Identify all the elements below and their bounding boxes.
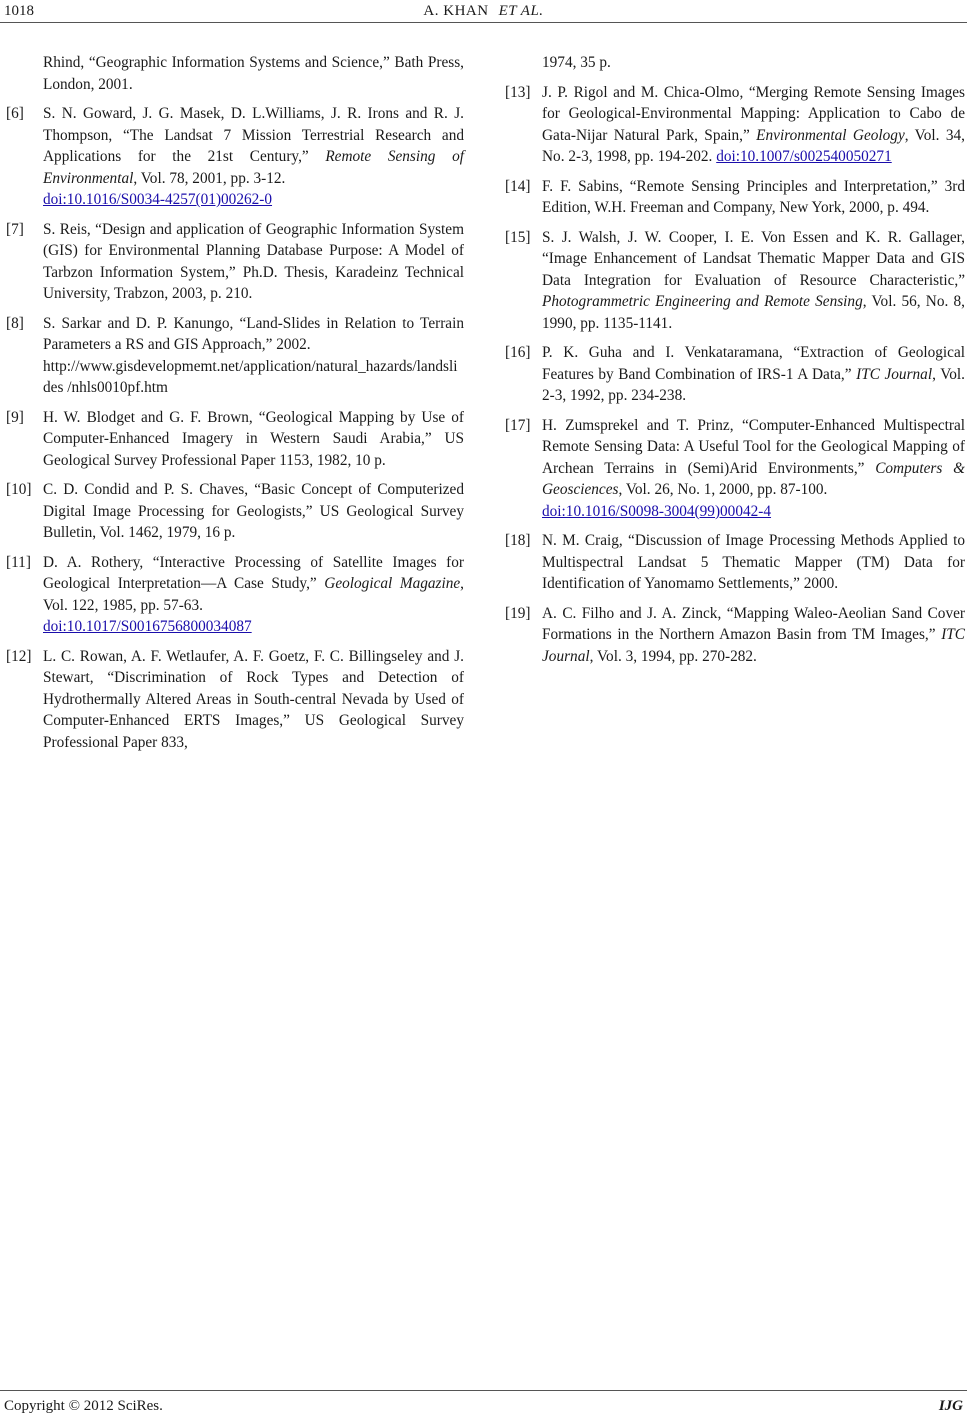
reference-16: [505, 342, 965, 407]
reference-text: H. W. Blodget and G. F. Brown, “Geological Mapping by Use of Computer-Enhanced Imagery in Western Saudi Arabia,” US Geological Survey Professional Paper 1153, 1982, 10 p.: [43, 408, 464, 469]
reference-text: S. Reis, “Design and application of Geographic Information System (GIS) for Environmental Planning Database Purpose: A Model of Tarbzon Information System,” Ph.D. Thesis, Karadeinz Technical University, Trabzon, 2003, p. 210.: [43, 220, 464, 302]
reference-text: S. J. Walsh, J. W. Cooper, I. E. Von Essen and K. R. Gallager, “Image Enhancement of Landsat Thematic Mapper Data and GIS Data Integration for Evaluation of Resource Characteristic,”: [542, 228, 965, 289]
reference-venue: Geological Magazine: [324, 575, 461, 592]
reference-venue: Photogrammetric Engineering and Remote Sensing: [542, 293, 863, 310]
reference-venue: Environmental Geology: [756, 126, 905, 144]
doi-link[interactable]: doi:10.1017/S0016756800034087: [43, 618, 252, 635]
reference-text: , Vol. 26, No. 1, 2000, pp. 87-100.: [618, 481, 828, 498]
reference-13: [505, 82, 965, 168]
reference-url: http://www.gisdevelopmemt.net/application/natural_hazards/landslides /nhls0010pf.htm: [43, 357, 458, 396]
reference-8: [6, 313, 464, 399]
reference-5-continued: [6, 52, 464, 95]
reference-text: Rhind, “Geographic Information Systems and Science,” Bath Press, London, 2001.: [43, 54, 464, 93]
reference-text: H. Zumsprekel and T. Prinz, “Computer-Enhanced Multispectral Remote Sensing Data: A Useful Tool for the Geological Mapping of Archean Terrains in (Semi)Arid Environments,”: [542, 416, 965, 477]
reference-19: [505, 603, 965, 668]
reference-number: [19]: [505, 604, 531, 622]
doi-link[interactable]: doi:10.1016/S0034-4257(01)00262-0: [43, 191, 273, 208]
reference-text: C. D. Condid and P. S. Chaves, “Basic Concept of Computerized Digital Image Processing for Geologists,” US Geological Survey Bulletin, Vol. 1462, 1979, 16 p.: [43, 481, 464, 541]
running-head: [0, 1, 967, 21]
reference-text: , Vol. 56, No. 8, 1990, pp. 1135-1141.: [542, 293, 965, 332]
reference-text: D. A. Rothery, “Interactive Processing of Satellite Images for Geological Interpretation—A Case Study,”: [43, 553, 464, 592]
reference-text: , Vol. 2-3, 1992, pp. 234-238.: [542, 365, 966, 404]
reference-body: [43, 103, 464, 211]
reference-text: S. N. Goward, J. G. Masek, D. L.Williams, J. R. Irons and R. J. Thompson, “The Landsat 7 Mission Terrestrial Research and Applications for the 21st Century,”: [43, 105, 464, 165]
reference-venue: ITC Journal: [856, 365, 933, 383]
reference-number: [16]: [505, 344, 531, 361]
reference-text: S. Sarkar and D. P. Kanungo, “Land-Slides in Relation to Terrain Parameters a RS and GIS Approach,” 2002.: [43, 314, 464, 353]
reference-14: [505, 176, 965, 219]
doi-link[interactable]: doi:10.1007/s002540050271: [716, 148, 892, 165]
header-rule: [0, 22, 967, 23]
reference-number: [9]: [6, 408, 24, 426]
reference-text: J. P. Rigol and M. Chica-Olmo, “Merging Remote Sensing Images for Geological-Environmental Mapping: Application to Cabo de Gata-Nijar Natural Park, Spain,”: [542, 83, 965, 144]
reference-venue: ITC Journal: [542, 626, 965, 665]
reference-text: N. M. Craig, “Discussion of Image Processing Methods Applied to Multispectral Landsat 5 Thematic Mapper (TM) Data for Identification of Yanomamo Settlements,” 2000.: [542, 532, 965, 592]
reference-text: A. C. Filho and J. A. Zinck, “Mapping Waleo-Aeolian Sand Cover Formations in the Northern Amazon Basin from TM Images,”: [542, 604, 965, 643]
reference-text: F. F. Sabins, “Remote Sensing Principles and Interpretation,” 3rd Edition, W.H. Freeman and Company, New York, 2000, p. 494.: [542, 177, 965, 216]
reference-15: [505, 227, 965, 335]
reference-text: , Vol. 78, 2001, pp. 3-12.: [133, 169, 286, 187]
reference-number: [15]: [505, 228, 531, 246]
reference-body: [542, 603, 965, 668]
references-right-column: [505, 52, 965, 675]
reference-body: [542, 415, 965, 523]
reference-12: [6, 646, 464, 754]
page-number: 1018: [4, 3, 34, 19]
reference-number: [8]: [6, 314, 24, 332]
reference-text: , Vol. 122, 1985, pp. 57-63.: [43, 575, 464, 614]
reference-number: [11]: [6, 553, 31, 571]
reference-number: [13]: [505, 83, 531, 101]
reference-body: [542, 82, 965, 168]
reference-body: [542, 342, 965, 407]
reference-text: L. C. Rowan, A. F. Wetlaufer, A. F. Goetz, F. C. Billingseley and J. Stewart, “Discrimination of Rock Types and Detection of Hydrothermally Altered Areas in South-central Nevada by Used of Computer-Enhanced ERTS Images,” US Geological Survey Professional Paper 833,: [43, 647, 464, 751]
reference-10: [6, 479, 464, 544]
reference-text: , Vol. 34, No. 2-3, 1998, pp. 194-202.: [542, 126, 965, 165]
page-footer: [0, 1382, 967, 1412]
copyright-notice: Copyright © 2012 SciRes.: [4, 1398, 163, 1414]
reference-body: [43, 313, 464, 399]
references-left-column: [6, 52, 464, 761]
reference-number: [17]: [505, 416, 531, 434]
reference-text: , Vol. 3, 1994, pp. 270-282.: [589, 647, 757, 665]
reference-18: [505, 530, 965, 595]
reference-venue: Computers & Geosciences: [542, 459, 965, 498]
reference-number: [6]: [6, 105, 24, 122]
reference-number: [7]: [6, 220, 24, 238]
reference-text: 1974, 35 p.: [542, 54, 611, 71]
reference-11: [6, 552, 464, 638]
doi-link[interactable]: doi:10.1016/S0098-3004(99)00042-4: [542, 502, 772, 520]
footer-rule: [0, 1390, 967, 1391]
reference-6: [6, 103, 464, 211]
reference-venue: Remote Sensing of Environmental: [43, 148, 464, 187]
reference-number: [10]: [6, 481, 32, 498]
reference-9: [6, 407, 464, 472]
reference-body: [542, 227, 965, 335]
reference-17: [505, 415, 965, 523]
reference-12-continued: [505, 52, 965, 74]
page-header: [0, 0, 967, 24]
reference-number: [14]: [505, 177, 531, 195]
reference-body: [43, 552, 464, 638]
journal-abbreviation: IJG: [938, 1398, 963, 1414]
running-head-etal: ET AL.: [498, 3, 544, 19]
reference-text: P. K. Guha and I. Venkataramana, “Extraction of Geological Features by Band Combination of IRS-1 A Data,”: [542, 344, 965, 383]
reference-number: [12]: [6, 647, 32, 665]
reference-7: [6, 219, 464, 305]
reference-number: [18]: [505, 532, 531, 549]
running-head-author: A. KHAN: [423, 3, 489, 19]
